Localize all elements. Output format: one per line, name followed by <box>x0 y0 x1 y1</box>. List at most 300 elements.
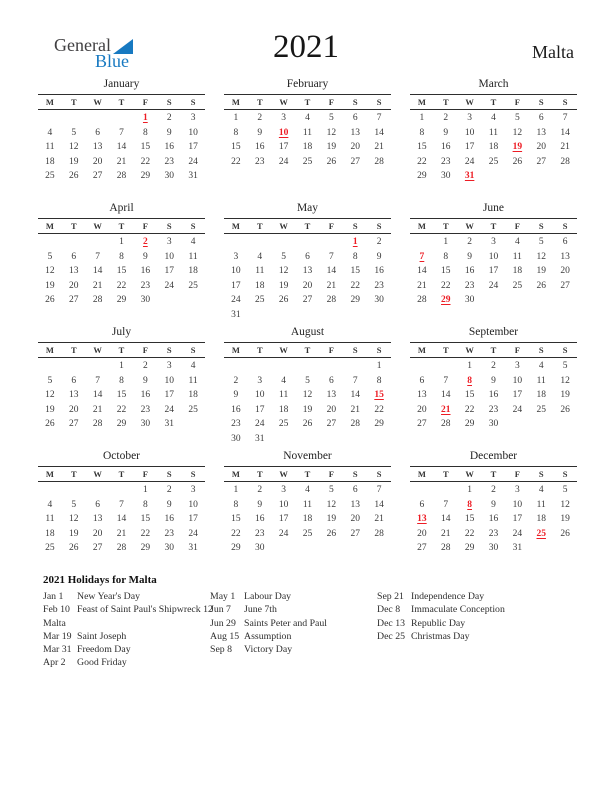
day-cell: 5 <box>71 499 77 510</box>
day-cell: 14 <box>441 390 451 401</box>
day-cell: 3 <box>166 237 172 247</box>
day-cell-empty <box>86 359 110 374</box>
day-cell: 5 <box>514 113 520 123</box>
day-cell: 11 <box>302 499 313 510</box>
day-cell: 3 <box>514 485 520 495</box>
day-cell: 1 <box>142 485 148 495</box>
weekday-header-row <box>38 342 205 358</box>
day-cell: 4 <box>305 113 310 123</box>
day-cell: 13 <box>92 142 103 153</box>
day-cell: 2 <box>166 113 172 123</box>
day-cell: 7 <box>119 127 124 138</box>
weekday-label: M <box>417 345 426 355</box>
day-cell: 11 <box>302 127 313 138</box>
day-cell: 23 <box>164 528 174 539</box>
day-cell: 25 <box>278 419 289 430</box>
weekday-label: F <box>328 345 334 355</box>
day-cell: 10 <box>512 375 523 386</box>
day-cell: 12 <box>69 514 79 525</box>
weekday-label: M <box>417 97 426 107</box>
day-cell: 1 <box>119 361 124 371</box>
day-cell: 24 <box>278 528 289 539</box>
day-cell: 25 <box>255 295 265 306</box>
day-cell-empty <box>38 235 62 250</box>
day-cell: 28 <box>116 171 127 182</box>
day-cell: 2 <box>467 237 472 247</box>
day-cell: 19 <box>560 390 570 401</box>
weekday-label: S <box>376 97 382 107</box>
month-title: February <box>286 78 329 90</box>
day-cell: 28 <box>116 543 127 554</box>
day-cell: 20 <box>350 514 360 525</box>
day-cell: 10 <box>231 266 241 277</box>
day-cell: 4 <box>491 113 496 123</box>
day-cell: 17 <box>512 390 523 401</box>
day-cell: 3 <box>190 485 196 495</box>
day-cell-empty <box>343 359 367 374</box>
day-cell: 23 <box>140 280 151 291</box>
day-cell: 23 <box>255 528 265 539</box>
month-days <box>38 483 205 556</box>
day-cell: 20 <box>350 142 360 153</box>
day-cell-holiday: 21 <box>441 404 451 415</box>
day-cell: 19 <box>45 280 55 291</box>
day-cell: 26 <box>326 156 337 167</box>
day-cell: 7 <box>443 499 449 510</box>
weekday-label: F <box>328 469 334 479</box>
day-cell: 24 <box>188 528 198 539</box>
holiday-date: Apr 2 <box>43 657 66 669</box>
weekday-label: S <box>562 221 568 231</box>
weekday-label: T <box>490 469 497 479</box>
day-cell: 1 <box>233 485 239 495</box>
weekday-label: W <box>465 97 474 107</box>
day-cell: 14 <box>560 127 570 138</box>
day-cell: 12 <box>45 390 55 401</box>
day-cell-holiday: 1 <box>142 113 148 123</box>
day-cell: 16 <box>164 514 174 525</box>
day-cell-holiday: 25 <box>536 528 546 539</box>
day-cell: 24 <box>164 404 174 415</box>
holiday-date: Sep 21 <box>377 591 404 602</box>
weekday-label: S <box>166 221 172 231</box>
holidays-title: 2021 Holidays for Malta <box>43 574 157 586</box>
day-cell: 14 <box>116 142 127 153</box>
day-cell: 1 <box>376 361 382 371</box>
holiday-name: Independence Day <box>411 591 485 602</box>
day-cell: 22 <box>350 280 360 291</box>
day-cell: 10 <box>164 375 174 386</box>
day-cell: 25 <box>302 156 313 167</box>
day-cell: 27 <box>69 295 79 306</box>
holiday-name: Saints Peter and Paul <box>244 617 327 629</box>
day-cell-empty <box>86 483 110 498</box>
day-cell: 18 <box>255 280 265 291</box>
day-cell: 12 <box>326 127 337 138</box>
weekday-label: W <box>93 221 102 231</box>
day-cell: 22 <box>231 528 241 539</box>
month-days <box>410 111 577 184</box>
day-cell-empty <box>434 483 458 498</box>
day-cell: 15 <box>464 514 475 525</box>
day-cell: 18 <box>302 142 313 153</box>
day-cell: 25 <box>188 404 198 415</box>
weekday-label: S <box>190 469 196 479</box>
weekday-label: M <box>45 345 54 355</box>
weekday-label: T <box>118 97 125 107</box>
day-cell: 22 <box>140 528 151 539</box>
day-cell: 9 <box>491 499 496 510</box>
holiday-column-3 <box>377 590 505 643</box>
month-days <box>224 111 391 169</box>
day-cell: 7 <box>443 375 449 386</box>
weekday-label: F <box>514 97 520 107</box>
day-cell: 24 <box>188 156 198 167</box>
day-cell: 20 <box>69 404 79 415</box>
day-cell: 18 <box>188 266 198 277</box>
day-cell: 5 <box>47 375 53 386</box>
weekday-label: W <box>279 469 288 479</box>
month-september <box>410 326 577 450</box>
day-cell: 16 <box>488 514 499 525</box>
holiday-row <box>43 656 213 669</box>
day-cell: 27 <box>92 543 103 554</box>
holiday-date: Aug 15 <box>210 630 240 642</box>
weekday-label: T <box>70 97 77 107</box>
weekday-label: W <box>279 221 288 231</box>
month-title: March <box>478 78 509 90</box>
holiday-row <box>43 630 213 643</box>
day-cell: 28 <box>417 295 427 306</box>
holiday-name: Republic Day <box>411 617 466 629</box>
month-august <box>224 326 391 450</box>
day-cell: 2 <box>491 485 496 495</box>
weekday-label: W <box>279 345 288 355</box>
day-cell: 15 <box>441 266 451 277</box>
day-cell: 2 <box>491 361 496 371</box>
holiday-column-1 <box>43 590 213 670</box>
month-title: July <box>111 326 132 338</box>
day-cell: 23 <box>441 156 451 167</box>
weekday-label: W <box>465 345 474 355</box>
day-cell-holiday: 8 <box>467 375 472 386</box>
weekday-label: M <box>417 221 426 231</box>
day-cell: 18 <box>45 156 55 167</box>
day-cell: 10 <box>488 251 499 262</box>
day-cell: 12 <box>69 142 79 153</box>
day-cell: 7 <box>95 251 100 262</box>
day-cell: 27 <box>302 295 313 306</box>
day-cell: 9 <box>491 375 496 386</box>
day-cell: 2 <box>166 485 172 495</box>
holiday-name: June 7th <box>244 604 277 616</box>
day-cell: 20 <box>302 280 313 291</box>
weekday-label: S <box>166 97 172 107</box>
day-cell: 4 <box>538 485 544 495</box>
day-cell: 6 <box>71 251 77 262</box>
holiday-name: Labour Day <box>244 591 292 602</box>
day-cell-empty <box>224 359 248 374</box>
day-cell: 23 <box>164 156 174 167</box>
day-cell: 8 <box>233 499 239 510</box>
weekday-label: T <box>118 469 125 479</box>
day-cell-empty <box>272 235 296 250</box>
day-cell: 30 <box>140 295 151 306</box>
day-cell: 22 <box>441 280 451 291</box>
day-cell: 9 <box>142 375 148 386</box>
weekday-label: S <box>562 469 568 479</box>
day-cell: 15 <box>116 390 127 401</box>
day-cell: 24 <box>464 156 475 167</box>
day-cell: 30 <box>374 295 384 306</box>
month-november <box>224 450 391 574</box>
holiday-name: Saint Joseph <box>77 630 127 642</box>
weekday-label: S <box>166 345 172 355</box>
day-cell: 13 <box>69 390 79 401</box>
holiday-row <box>377 617 505 630</box>
day-cell: 11 <box>279 390 289 401</box>
day-cell: 1 <box>467 361 472 371</box>
day-cell: 11 <box>536 375 546 386</box>
day-cell: 16 <box>464 266 475 277</box>
day-cell: 21 <box>350 404 360 415</box>
weekday-label: F <box>514 469 520 479</box>
day-cell: 18 <box>45 528 55 539</box>
day-cell: 27 <box>326 419 337 430</box>
day-cell: 7 <box>95 375 100 386</box>
day-cell: 28 <box>441 543 451 554</box>
holiday-date: May 1 <box>210 591 236 602</box>
day-cell: 3 <box>166 361 172 371</box>
holiday-date: Malta <box>43 617 66 629</box>
day-cell: 12 <box>512 127 523 138</box>
weekday-label: T <box>304 97 311 107</box>
day-cell: 20 <box>69 280 79 291</box>
day-cell: 19 <box>536 266 546 277</box>
day-cell: 4 <box>538 361 544 371</box>
holiday-date: Dec 8 <box>377 604 401 616</box>
weekday-label: T <box>256 97 263 107</box>
holiday-name: Good Friday <box>77 657 127 669</box>
day-cell-empty <box>110 111 134 126</box>
day-cell: 31 <box>255 433 265 444</box>
weekday-label: M <box>231 345 240 355</box>
logo-text-general: General <box>54 35 111 55</box>
day-cell: 13 <box>417 390 427 401</box>
weekday-label: S <box>562 97 568 107</box>
day-cell: 29 <box>464 543 475 554</box>
day-cell-empty <box>296 359 320 374</box>
day-cell: 6 <box>328 375 334 386</box>
day-cell: 4 <box>47 127 53 138</box>
day-cell: 28 <box>441 419 451 430</box>
day-cell: 9 <box>467 251 472 262</box>
day-cell: 25 <box>488 156 499 167</box>
day-cell: 4 <box>190 361 196 371</box>
weekday-label: F <box>142 97 148 107</box>
day-cell-holiday: 8 <box>467 499 472 510</box>
day-cell-empty <box>248 359 272 374</box>
day-cell-empty <box>248 235 272 250</box>
day-cell-holiday: 31 <box>464 171 475 182</box>
weekday-label: F <box>142 221 148 231</box>
holidays-section <box>43 574 583 680</box>
day-cell: 9 <box>142 251 148 262</box>
weekday-header-row <box>38 94 205 110</box>
month-title: September <box>468 326 519 338</box>
day-cell: 16 <box>488 390 499 401</box>
day-cell: 1 <box>467 485 472 495</box>
holiday-name: Immaculate Conception <box>411 604 505 616</box>
day-cell: 21 <box>326 280 337 291</box>
weekday-label: T <box>442 97 449 107</box>
month-days <box>224 359 391 447</box>
day-cell: 2 <box>257 113 263 123</box>
day-cell: 15 <box>140 514 151 525</box>
day-cell: 27 <box>92 171 103 182</box>
day-cell: 4 <box>514 237 520 247</box>
day-cell-holiday: 10 <box>278 127 289 138</box>
day-cell: 6 <box>305 251 310 262</box>
day-cell: 12 <box>278 266 289 277</box>
day-cell-empty <box>38 111 62 126</box>
day-cell: 11 <box>536 499 546 510</box>
holiday-row <box>210 603 327 616</box>
day-cell: 11 <box>188 251 198 262</box>
day-cell: 10 <box>164 251 174 262</box>
weekday-header-row <box>224 218 391 234</box>
day-cell-holiday: 7 <box>419 251 425 262</box>
day-cell-empty <box>38 483 62 498</box>
day-cell-empty <box>296 235 320 250</box>
month-february <box>224 78 391 202</box>
weekday-label: W <box>465 469 474 479</box>
day-cell: 17 <box>512 514 523 525</box>
day-cell: 2 <box>233 375 239 386</box>
day-cell: 28 <box>374 528 384 539</box>
day-cell: 21 <box>116 156 127 167</box>
day-cell: 12 <box>326 499 337 510</box>
day-cell: 4 <box>47 499 53 510</box>
day-cell: 19 <box>326 142 337 153</box>
day-cell: 13 <box>350 127 360 138</box>
day-cell: 22 <box>140 156 151 167</box>
day-cell: 17 <box>464 142 475 153</box>
day-cell-holiday: 13 <box>417 514 427 525</box>
day-cell: 15 <box>417 142 427 153</box>
day-cell: 20 <box>417 404 427 415</box>
month-days <box>410 483 577 556</box>
weekday-label: T <box>304 345 311 355</box>
day-cell: 8 <box>376 375 382 386</box>
day-cell: 18 <box>278 404 289 415</box>
day-cell: 5 <box>71 127 77 138</box>
month-days <box>410 359 577 432</box>
day-cell: 10 <box>464 127 475 138</box>
weekday-label: M <box>45 221 54 231</box>
weekday-label: T <box>70 469 77 479</box>
day-cell: 12 <box>536 251 546 262</box>
holiday-row <box>210 643 327 656</box>
weekday-label: S <box>190 345 196 355</box>
day-cell: 16 <box>255 142 265 153</box>
day-cell: 19 <box>69 528 79 539</box>
weekday-label: S <box>538 221 544 231</box>
day-cell: 7 <box>562 113 568 123</box>
day-cell: 27 <box>560 280 570 291</box>
month-title: December <box>469 450 518 462</box>
day-cell: 5 <box>305 375 310 386</box>
weekday-label: M <box>417 469 426 479</box>
day-cell: 17 <box>231 280 241 291</box>
day-cell: 31 <box>512 543 523 554</box>
month-april <box>38 202 205 326</box>
day-cell: 18 <box>188 390 198 401</box>
day-cell: 9 <box>257 499 263 510</box>
day-cell: 3 <box>514 361 520 371</box>
region-label: Malta <box>532 42 574 62</box>
day-cell: 5 <box>562 485 568 495</box>
weekday-label: T <box>490 345 497 355</box>
weekday-header-row <box>410 342 577 358</box>
weekday-header-row <box>38 466 205 482</box>
day-cell: 19 <box>45 404 55 415</box>
day-cell: 25 <box>45 543 55 554</box>
day-cell: 9 <box>376 251 382 262</box>
weekday-label: T <box>442 221 449 231</box>
day-cell: 30 <box>231 433 241 444</box>
day-cell: 17 <box>188 514 198 525</box>
weekday-label: W <box>93 97 102 107</box>
day-cell: 3 <box>281 485 286 495</box>
day-cell: 26 <box>45 419 55 430</box>
day-cell: 20 <box>417 528 427 539</box>
holiday-row <box>43 617 213 630</box>
day-cell: 30 <box>488 419 499 430</box>
day-cell: 26 <box>536 280 546 291</box>
day-cell-empty <box>62 235 86 250</box>
day-cell: 14 <box>92 390 103 401</box>
day-cell: 28 <box>92 295 103 306</box>
weekday-label: W <box>93 469 102 479</box>
weekday-label: M <box>45 97 54 107</box>
day-cell: 16 <box>255 514 265 525</box>
day-cell: 17 <box>188 142 198 153</box>
day-cell: 15 <box>116 266 127 277</box>
day-cell: 23 <box>488 404 499 415</box>
weekday-label: T <box>442 469 449 479</box>
holiday-date: Jun 7 <box>210 604 231 616</box>
day-cell: 20 <box>536 142 546 153</box>
day-cell: 22 <box>417 156 427 167</box>
day-cell: 28 <box>350 419 360 430</box>
month-title: June <box>482 202 505 214</box>
weekday-label: S <box>166 469 172 479</box>
day-cell: 25 <box>536 404 546 415</box>
holiday-row <box>43 603 213 616</box>
day-cell: 11 <box>188 375 198 386</box>
day-cell: 27 <box>536 156 546 167</box>
day-cell: 28 <box>374 156 384 167</box>
weekday-label: T <box>256 469 263 479</box>
holiday-row <box>210 617 327 630</box>
holiday-row <box>377 630 505 643</box>
day-cell: 7 <box>119 499 124 510</box>
day-cell: 4 <box>190 237 196 247</box>
holiday-row <box>377 603 505 616</box>
weekday-label: W <box>279 97 288 107</box>
weekday-header-row <box>410 94 577 110</box>
